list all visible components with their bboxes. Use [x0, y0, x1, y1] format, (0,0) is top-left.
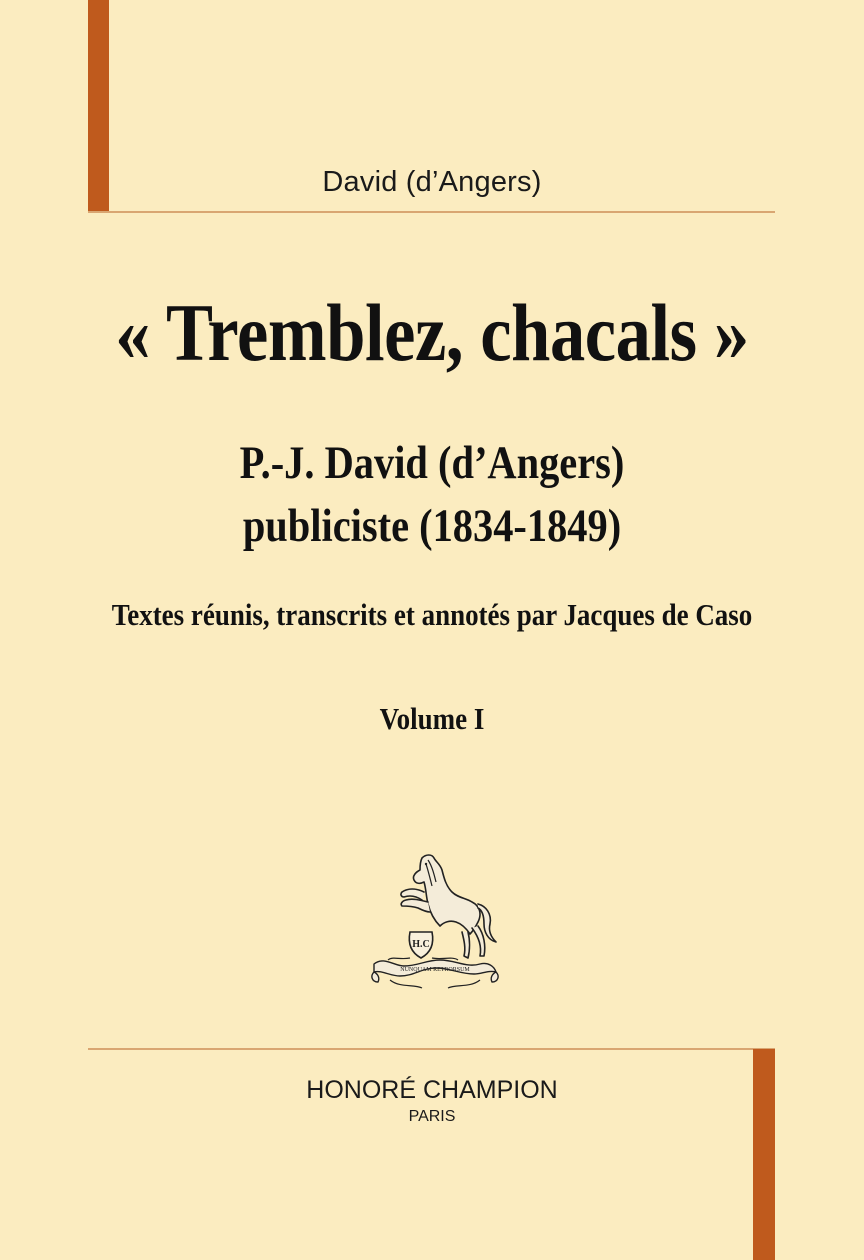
logo-monogram: H.C — [412, 939, 430, 950]
editor-credit: Textes réunis, transcrits et annotés par Jacques de Caso — [111, 597, 753, 632]
logo-motto: NUNQUAM RETRORSUM — [400, 967, 470, 973]
publisher-name: HONORÉ CHAMPION — [306, 1076, 558, 1104]
volume-label: Volume I — [379, 701, 485, 736]
subtitle-line-1: P.-J. David (d’Angers) — [239, 437, 625, 489]
rearing-horse-emblem-icon — [370, 848, 500, 998]
top-divider — [88, 211, 775, 213]
subtitle-line-2: publiciste (1834-1849) — [242, 500, 622, 552]
bottom-divider — [88, 1048, 775, 1050]
book-title: « Tremblez, chacals » — [115, 287, 749, 378]
publisher-city: PARIS — [408, 1108, 456, 1125]
author-name: David (d’Angers) — [322, 166, 542, 198]
